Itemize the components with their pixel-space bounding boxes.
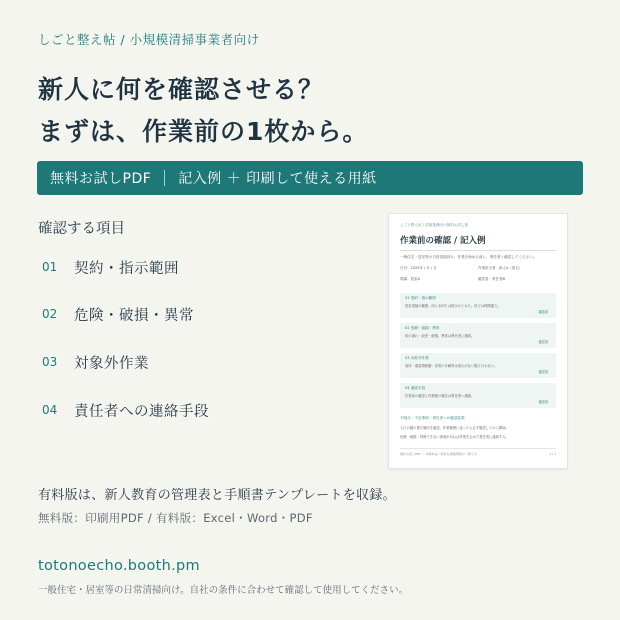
preview-brand: しごと整え帖 / 清掃業務向け無料お試し版 xyxy=(400,223,469,227)
preview-field: 現場：居室A xyxy=(400,277,420,281)
check-item-number: 03 xyxy=(42,355,58,369)
check-item-number: 04 xyxy=(42,403,58,417)
preview-subheading: 不明点・不足事項・責任者への確認結果 xyxy=(400,416,465,420)
offer-banner xyxy=(37,161,583,195)
preview-section-text: 高所・重量物移動・家電の分解等は指示がない限り行わない。 xyxy=(405,364,498,368)
banner-divider xyxy=(164,170,165,186)
banner-free-pdf-label: 無料お試しPDF xyxy=(50,171,152,187)
preview-section-text: 居室清掃の範囲。床と水回りは指示のとおり。終了は時間通り。 xyxy=(405,304,501,308)
preview-field: 作業担当者：新人A（仮名） xyxy=(478,266,523,270)
preview-note: 入口の鍵の置き場所を確認。作業範囲に迷ったら必ず確認してから開始。 xyxy=(400,426,509,430)
headline-line-2: まずは、作業前の1枚から。 xyxy=(38,117,369,146)
preview-section-check: 確認済 xyxy=(538,340,548,344)
banner-contents-label: 記入例 ＋ 印刷して使える用紙 xyxy=(178,171,377,187)
section-heading: 確認する項目 xyxy=(38,221,125,237)
preview-section-check: 確認済 xyxy=(538,310,548,314)
preview-section-check: 確認済 xyxy=(538,400,548,404)
preview-footer xyxy=(400,448,556,456)
check-item-label: 契約・指示範囲 xyxy=(74,260,179,277)
footnote: 一般住宅・居室等の日常清掃向け。自社の条件に合わせて確認して使用してください。 xyxy=(38,585,409,596)
preview-intro: 一般住宅・居室等の日常清掃向け。作業を始める前に、責任者と確認してください。 xyxy=(400,255,537,259)
brand-label: しごと整え帖 / 小規模清掃事業者向け xyxy=(38,32,260,47)
worksheet-preview xyxy=(388,213,568,469)
check-item-label: 危険・破損・異常 xyxy=(74,307,194,324)
check-item xyxy=(42,256,179,278)
preview-section-check: 確認済 xyxy=(538,370,548,374)
preview-section-heading: 03 対象外作業 xyxy=(405,356,429,360)
preview-divider xyxy=(400,250,556,251)
preview-section xyxy=(400,293,556,318)
paid-version-description: 有料版は、新人教育の管理表と手順書テンプレートを収録。 xyxy=(38,488,396,503)
preview-field: 日付：2025年 / 月 / 日 xyxy=(400,266,437,270)
check-item-label: 対象外作業 xyxy=(74,355,149,372)
preview-section-text: 床の濡れ・段差・破損。異常は責任者に連絡。 xyxy=(405,334,475,338)
preview-footer-text: 無料お試しPDF ｜ 本資料は一般的な清掃業務の一例です。 xyxy=(400,452,480,456)
preview-note: 危険・破損・判断できない事項があれば作業を止めて責任者に連絡する。 xyxy=(400,435,509,439)
check-item-number: 02 xyxy=(42,307,58,321)
preview-section xyxy=(400,353,556,378)
preview-title: 作業前の確認 / 記入例 xyxy=(400,236,486,246)
check-item-label: 責任者への連絡手段 xyxy=(74,403,209,420)
version-formats: 無料版：印刷用PDF / 有料版：Excel・Word・PDF xyxy=(38,511,313,525)
check-item xyxy=(42,303,194,325)
preview-fields xyxy=(400,266,556,288)
check-item xyxy=(42,351,149,373)
check-item-number: 01 xyxy=(42,260,58,274)
check-item xyxy=(42,399,209,421)
preview-section-heading: 02 危険・破損・異常 xyxy=(405,326,440,330)
headline-line-1: 新人に何を確認させる？ xyxy=(38,75,325,104)
preview-field: 確認者：責任者B xyxy=(478,277,505,281)
preview-section xyxy=(400,383,556,408)
preview-page-number: 1 / 1 xyxy=(549,452,556,456)
preview-section-text: 作業前の確認と作業後の報告は責任者へ連絡。 xyxy=(405,394,475,398)
shop-url[interactable]: totonoecho.booth.pm xyxy=(38,558,200,574)
preview-section xyxy=(400,323,556,348)
preview-section-heading: 04 連絡手段 xyxy=(405,386,426,390)
preview-section-heading: 01 契約・指示範囲 xyxy=(405,296,436,300)
